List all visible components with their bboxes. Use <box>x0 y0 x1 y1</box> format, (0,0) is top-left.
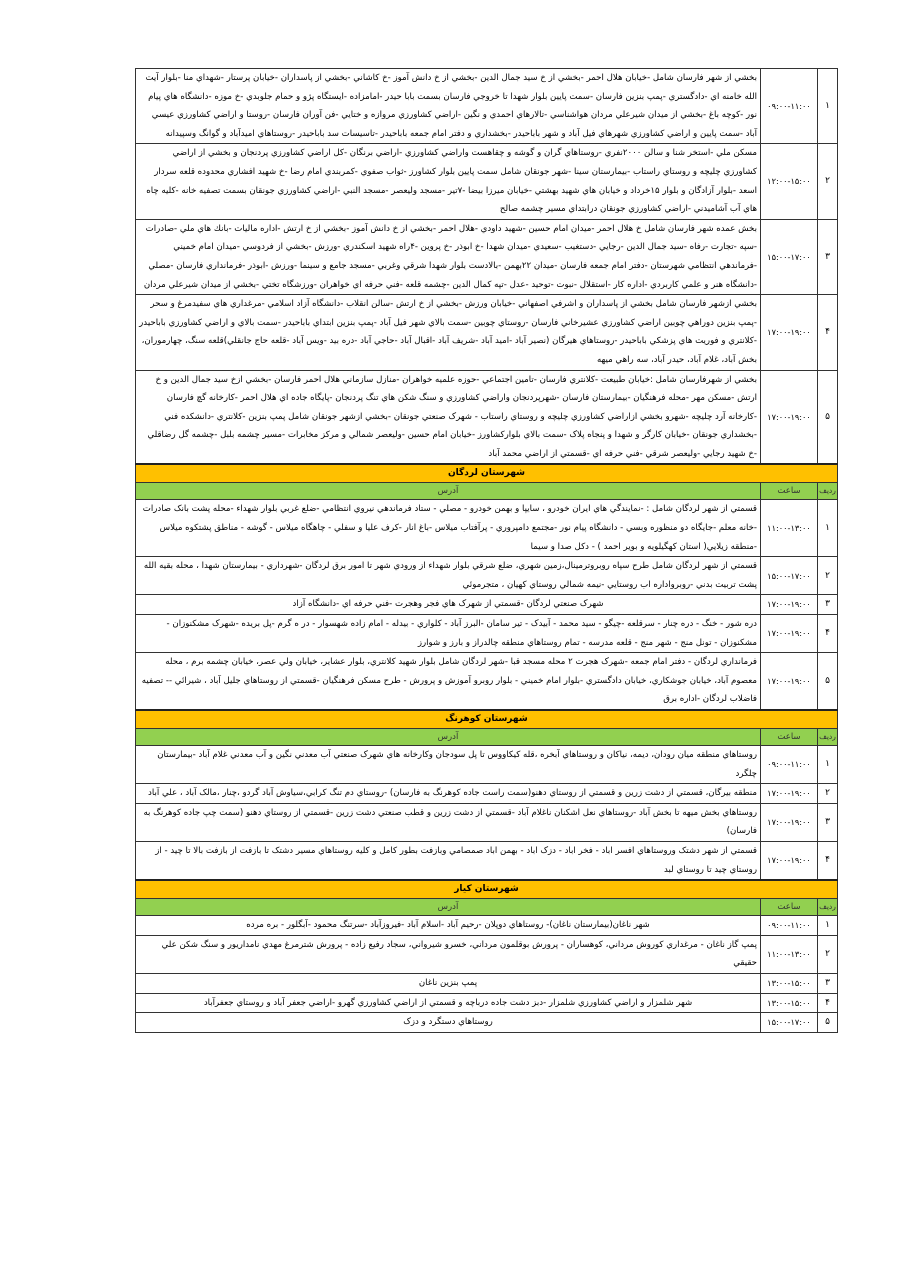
row-time: ۱۷:۰۰-۱۹:۰۰ <box>761 803 818 841</box>
row-id: ۲ <box>818 557 838 595</box>
column-header-id: ردیف <box>818 483 838 500</box>
row-id: ۱ <box>818 69 838 144</box>
row-address: قسمتي از شهر لردگان شامل طرح سپاه روبروترمينال،زمين شهري، ضلع شرقي بلوار شهداء از ورودي شهر تا امور برق لردگان -شهرداري - بيمارستان شهدا ، محله بقيه الله پشت تربيت بدني -روبرواداره اب روستايي -نيمه شمالي روستاي كهيان ، متجرموئي <box>136 557 761 595</box>
table-row <box>136 916 838 936</box>
column-header-time: ساعت <box>761 899 818 916</box>
row-id: ۳ <box>818 219 838 294</box>
row-time: ۱۷:۰۰-۱۹:۰۰ <box>761 370 818 464</box>
row-time: ۱۱:۰۰-۱۳:۰۰ <box>761 935 818 973</box>
row-id: ۳ <box>818 973 838 993</box>
row-id: ۵ <box>818 1013 838 1033</box>
row-id: ۲ <box>818 144 838 219</box>
row-id: ۲ <box>818 935 838 973</box>
section-title: شهرستان کیار <box>136 880 838 899</box>
row-time: ۰۹:۰۰-۱۱:۰۰ <box>761 916 818 936</box>
column-header-time: ساعت <box>761 729 818 746</box>
column-header-row <box>136 899 838 916</box>
row-id: ۲ <box>818 784 838 804</box>
section-title: شهرستان لردگان <box>136 464 838 483</box>
column-header-address: آدرس <box>136 483 761 500</box>
table-row <box>136 144 838 219</box>
row-address: بخشي ازشهر فارسان شامل بخشي از پاسداران و اشرفي اصفهاني -خيابان ورزش -بخشي از خ ارتش -سالن انقلاب -دانشگاه آزاد اسلامي -مرغداري هاي سفيدمرغ و سحر -پمپ بنزين دوراهي چوبين اراضي كشاورزي عشيرخاني فارسان -روستاي چوبين -سمت بالاي شهر فيل آباد -پمپ بنزين ابتداي باباحيدر -سمت بالاي و اراضي كشاورزي باباحيدر -كلانتري و فوريت هاي پزشكي باباحيدر -روستاهاي هيرگان (نصير آباد -اميد آباد -شريف آباد -اقبال آباد -حاجي آباد -دره بيد -ويس آباد -قلعه حاج جانقلي)قلعه سنگ، چهارموران، بخش آباد، غلام آباد، حيدر آباد، سه راهي ميهه <box>136 295 761 370</box>
outage-schedule-table <box>135 68 838 1033</box>
row-id: ۵ <box>818 653 838 710</box>
row-address: شهر ناغان(بيمارستان ناغان)- روستاهاي دوپلان -رحيم آباد -اسلام آباد -فيروزآباد -سرتنگ محمود -آبگلور - بره مرده <box>136 916 761 936</box>
row-address: شهرک صنعتي لردگان -قسمتي از شهرک هاي فجر وهجرت -فني حرفه اي -دانشگاه آزاد <box>136 595 761 615</box>
row-time: ۱۳:۰۰-۱۵:۰۰ <box>761 993 818 1013</box>
table-row <box>136 803 838 841</box>
row-id: ۴ <box>818 615 838 653</box>
row-time: ۱۷:۰۰-۱۹:۰۰ <box>761 841 818 880</box>
column-header-address: آدرس <box>136 729 761 746</box>
row-id: ۴ <box>818 295 838 370</box>
row-id: ۵ <box>818 370 838 464</box>
table-row <box>136 1013 838 1033</box>
section-header <box>136 464 838 483</box>
row-time: ۱۷:۰۰-۱۹:۰۰ <box>761 784 818 804</box>
section-header <box>136 710 838 729</box>
row-time: ۱۵:۰۰-۱۷:۰۰ <box>761 557 818 595</box>
row-address: روستاهاي منطقه ميان رودان، ديمه، نياكان و روستاهاي آبخره ،قله كيكاووس تا پل سودجان وكارخانه هاي شهرک صنعتي آب معدني نگين و آب معدني غلام آباد -بيمارستان چلگرد <box>136 746 761 784</box>
table-row <box>136 69 838 144</box>
table-row <box>136 295 838 370</box>
row-time: ۱۷:۰۰-۱۹:۰۰ <box>761 653 818 710</box>
row-id: ۱ <box>818 916 838 936</box>
row-time: ۰۹:۰۰-۱۱:۰۰ <box>761 746 818 784</box>
column-header-id: ردیف <box>818 899 838 916</box>
table-row <box>136 935 838 973</box>
row-id: ۴ <box>818 841 838 880</box>
table-row <box>136 500 838 557</box>
column-header-time: ساعت <box>761 483 818 500</box>
row-time: ۱۱:۰۰-۱۳:۰۰ <box>761 500 818 557</box>
table-row <box>136 653 838 710</box>
row-id: ۳ <box>818 803 838 841</box>
row-address: فرمانداري لردگان - دفتر امام جمعه -شهرک هجرت ۲ محله مسجد قبا -شهر لردگان شامل بلوار شهيد كلانتري، بلوار عشاير، خيابان ولي عصر، خيابان چشمه برم ، محله معصوم آباد، خيابان جوشكاري، خيابان دادگستري -بلوار امام خميني - بلوار روبرو آموزش و پرورش - طرح مسكن فرهنگيان -قسمتي از روستاهاي جليل آباد ، شيرائي -- تصفيه فاضلاب لردگان -اداره برق <box>136 653 761 710</box>
row-time: ۱۵:۰۰-۱۷:۰۰ <box>761 219 818 294</box>
outage-schedule-document <box>135 68 838 1033</box>
table-row <box>136 370 838 464</box>
column-header-row <box>136 729 838 746</box>
table-row <box>136 973 838 993</box>
row-address: دره شور - خنگ - دره چنار - سرقلعه -چيگو - سيد محمد - آبيدک - تير سامان -البرز آباد - كلواري - بيدله - امام زاده شهسوار - در ه گرم -پل بريده -شهرک مشكنوزان - مشكنوزان - تونل منج - شهر منج - قلعه مدرسه - تمام روستاهاي منطقه چالدراز و بارز و شوارز <box>136 615 761 653</box>
row-time: ۱۵:۰۰-۱۷:۰۰ <box>761 1013 818 1033</box>
section-title: شهرستان کوهرنگ <box>136 710 838 729</box>
column-header-address: آدرس <box>136 899 761 916</box>
row-time: ۱۷:۰۰-۱۹:۰۰ <box>761 295 818 370</box>
row-address: منطقه بيرگان، قسمتي از دشت زرين و قسمتي از روستاي دهنو(سمت راست جاده كوهرنگ به فارسان) -روستاي دم تنگ كرابي،سياوش آباد گردو ،چنار ،مالک آباد ، علي آباد <box>136 784 761 804</box>
row-id: ۴ <box>818 993 838 1013</box>
table-row <box>136 557 838 595</box>
table-body <box>136 69 838 1033</box>
column-header-id: ردیف <box>818 729 838 746</box>
row-address: پمپ بنزين ناغان <box>136 973 761 993</box>
row-address: روستاهاي دستگرد و دزک <box>136 1013 761 1033</box>
row-time: ۱۲:۰۰-۱۵:۰۰ <box>761 144 818 219</box>
row-address: پمپ گاز ناغان - مرغداري كوروش مرداني، كوهساران - پرورش بوقلمون مرداني، خسرو شيرواني، سجاد رفيع زاده - پرورش شترمرغ مهدي نامداريور و سنگ شكن علي حقيقي <box>136 935 761 973</box>
column-header-row <box>136 483 838 500</box>
row-address: قسمتي از شهر لردگان شامل : -نمايندگي هاي ايران خودرو ، سايپا و بهمن خودرو - مصلي - ستاد فرماندهي نيروي انتظامي -ضلع غربي بلوار شهداء -محله پشت بانک صادرات -خانه معلم -جايگاه دو منظوره وبسي - دانشگاه پيام نور -مجتمع دامپروري - پرآفتاب ميلاس -باغ انار -كرف عليا و سفلي - چاهگاه ميلاس - گوشه - مناطق پشتكوه ميلاس -منطقه زيلايي( استان كهگيلويه و بوير احمد ) - دكل صدا و سيما <box>136 500 761 557</box>
table-row <box>136 784 838 804</box>
row-id: ۳ <box>818 595 838 615</box>
table-row <box>136 595 838 615</box>
row-address: بخشي از شهر فارسان شامل -خيابان هلال احمر -بخشي از خ سيد جمال الدين -بخشي از خ دانش آموز -خ كاشاني -بخشي از پاسداران -خيابان پرستار -شهداي منا -بلوار آيت الله خامنه اي -دادگستري -پمپ بنزين فارسان -سمت پايين بلوار شهدا تا خروجي فارسان بسمت بابا حيدر -امامزاده -ايستگاه پژو و حمام جلوبدي -خ موزه -دانشگاه هاي پيام نور -كوچه باغ -بخشي از ميدان شيرعلي مردان هواشناسي -تالارهاي احمدي و نگين -اراضي كشاورزي مروازه و ختايي -فن آوران فارسان -روستا و اراضي كشاورزي عيسي آباد -سمت پايين و اراضي كشاورزي شهرهاي فيل آباد و شهر باباحيدر -بخشداري و دفتر امام جمعه باباحيدر -تاسيسات سد باباحيدر -روستاهاي اميدآباد و گوانگ وسپيدانه <box>136 69 761 144</box>
row-time: ۱۷:۰۰-۱۹:۰۰ <box>761 595 818 615</box>
row-address: بخشي از شهرفارسان شامل :خيابان طبيعت -كلانتري فارسان -تامين اجتماعي -حوزه علميه خواهران -منازل سازماني هلال احمر فارسان -بخشي ازخ سيد جمال الدين و خ ارتش -مسكن مهر -محله فرهنگيان -بيمارستان فارسان -شهرپردنجان واراضي كشاورزي و سنگ شكن هاي تنگ پردنجان -پايگاه جاده اي هلال احمر -كارخانه گچ فارسان -كارخانه آرد چليچه -شهرو بخشي ازاراضي كشاورزي چليچه و روستاي راستاب - شهرک صنعتي جونقان -بخشي ازشهر جونقان شامل پمپ بنزين -كلانتري -دانشكده فني -بخشداري جونقان -خيابان كارگر و شهدا و پنجاه پلاک -سمت بالاي بلواركشاورز -خيابان امام حسين -وليعصر شمالي و مركز مخابرات -مسير چشمه بلبل -چشمه گل رضاقلي -خ شهيد رجايي -وليعصر شرقي -فني حرفه اي -قسمتي از اراضي محمد آباد <box>136 370 761 464</box>
table-row <box>136 841 838 880</box>
row-time: ۱۳:۰۰-۱۵:۰۰ <box>761 973 818 993</box>
table-row <box>136 993 838 1013</box>
row-id: ۱ <box>818 500 838 557</box>
section-header <box>136 880 838 899</box>
row-time: ۰۹:۰۰-۱۱:۰۰ <box>761 69 818 144</box>
row-address: بخش عمده شهر فارسان شامل خ هلال احمر -ميدان امام حسين -شهيد داودي -هلال احمر -بخشي از خ دانش آموز -بخشي از خ ارتش -اداره ماليات -بانك هاي ملي -صادرات -سپه -تجارت -رفاه -سيد جمال الدين -رجايي -دستغيب -سعيدي -ميدان شهدا -خ ابوذر -خ پروين -۴راه شهيد اسكندري -ورزش -بخشي از فردوسي -ميدان امام خميني -فرماندهي انتظامي شهرستان -دفتر امام جمعه فارسان -ميدان ۲۲بهمن -بالادست بلوار شهدا شرقي وغربي -مسجد جامع و سينما -ورزش -ابوذر -فرمانداري فارسان -مصلي -دانشگاه هنر و علمي كاربردي -اداره كار -استقلال -نبوت -توحيد -عدل -تپه كمال الدين -چشمه قلعه -فني حرفه اي خواهران -ورزشگاه تختي -بخشي از ميدان شيرعلي مردان <box>136 219 761 294</box>
row-address: قسمتي از شهر دشتک وروستاهاي افسر اباد - فخر اباد - دزک اباد - بهمن اباد صمصامي وبازفت بطور كامل و كليه روستاهاي مسير دشتک تا بازفت از بازفت بالا تا چيد - از روستاي چيد تا روستاي لبد <box>136 841 761 880</box>
row-address: شهر شلمزار و اراضي كشاورزي شلمزار -دبز دشت جاده درباچه و قسمتي از اراضي كشاورزي گهرو -اراضي جعفر آباد و روستاي جعفرآباد <box>136 993 761 1013</box>
table-row <box>136 219 838 294</box>
table-row <box>136 615 838 653</box>
row-time: ۱۷:۰۰-۱۹:۰۰ <box>761 615 818 653</box>
row-id: ۱ <box>818 746 838 784</box>
row-address: مسكن ملي -استخر شنا و سالن ۲۰۰۰نفري -روستاهاي گران و گوشه و چقاهست واراضي كشاورزي -اراضي برنگان -كل اراضي كشاورزي پردنجان و بخشي از اراضي كشاورزي چليچه و روستاي راستاب -بيمارستان سينا -شهر جونقان شامل سمت پايين بلوار كشاورز -ثواب صفوي -كمربندي امام رضا -خ شهيد افشاري محدوده قلعه سردار اسعد -بلوار آزادگان و بلوار ۱۵خرداد و خيابان هاي شهيد بهشتي -خيابان ميرزا بيضا -۷تير -مسجد وليعصر -مسجد النبي -اراضي كشاورزي جونقان بسمت تصفيه خانه -كليه چاه هاي آب آشاميدني -اراضي كشاورزي جونقان درابتداي مسير چشمه صالح <box>136 144 761 219</box>
row-address: روستاهاي بخش ميهه تا بخش آباد -روستاهاي نعل اشكنان ناغلام آباد -قسمتي از دشت زرين و قطب صنعتي دشت زرين -قسمتي از روستاي دهنو (سمت چپ جاده كوهرنگ به فارسان) <box>136 803 761 841</box>
table-row <box>136 746 838 784</box>
